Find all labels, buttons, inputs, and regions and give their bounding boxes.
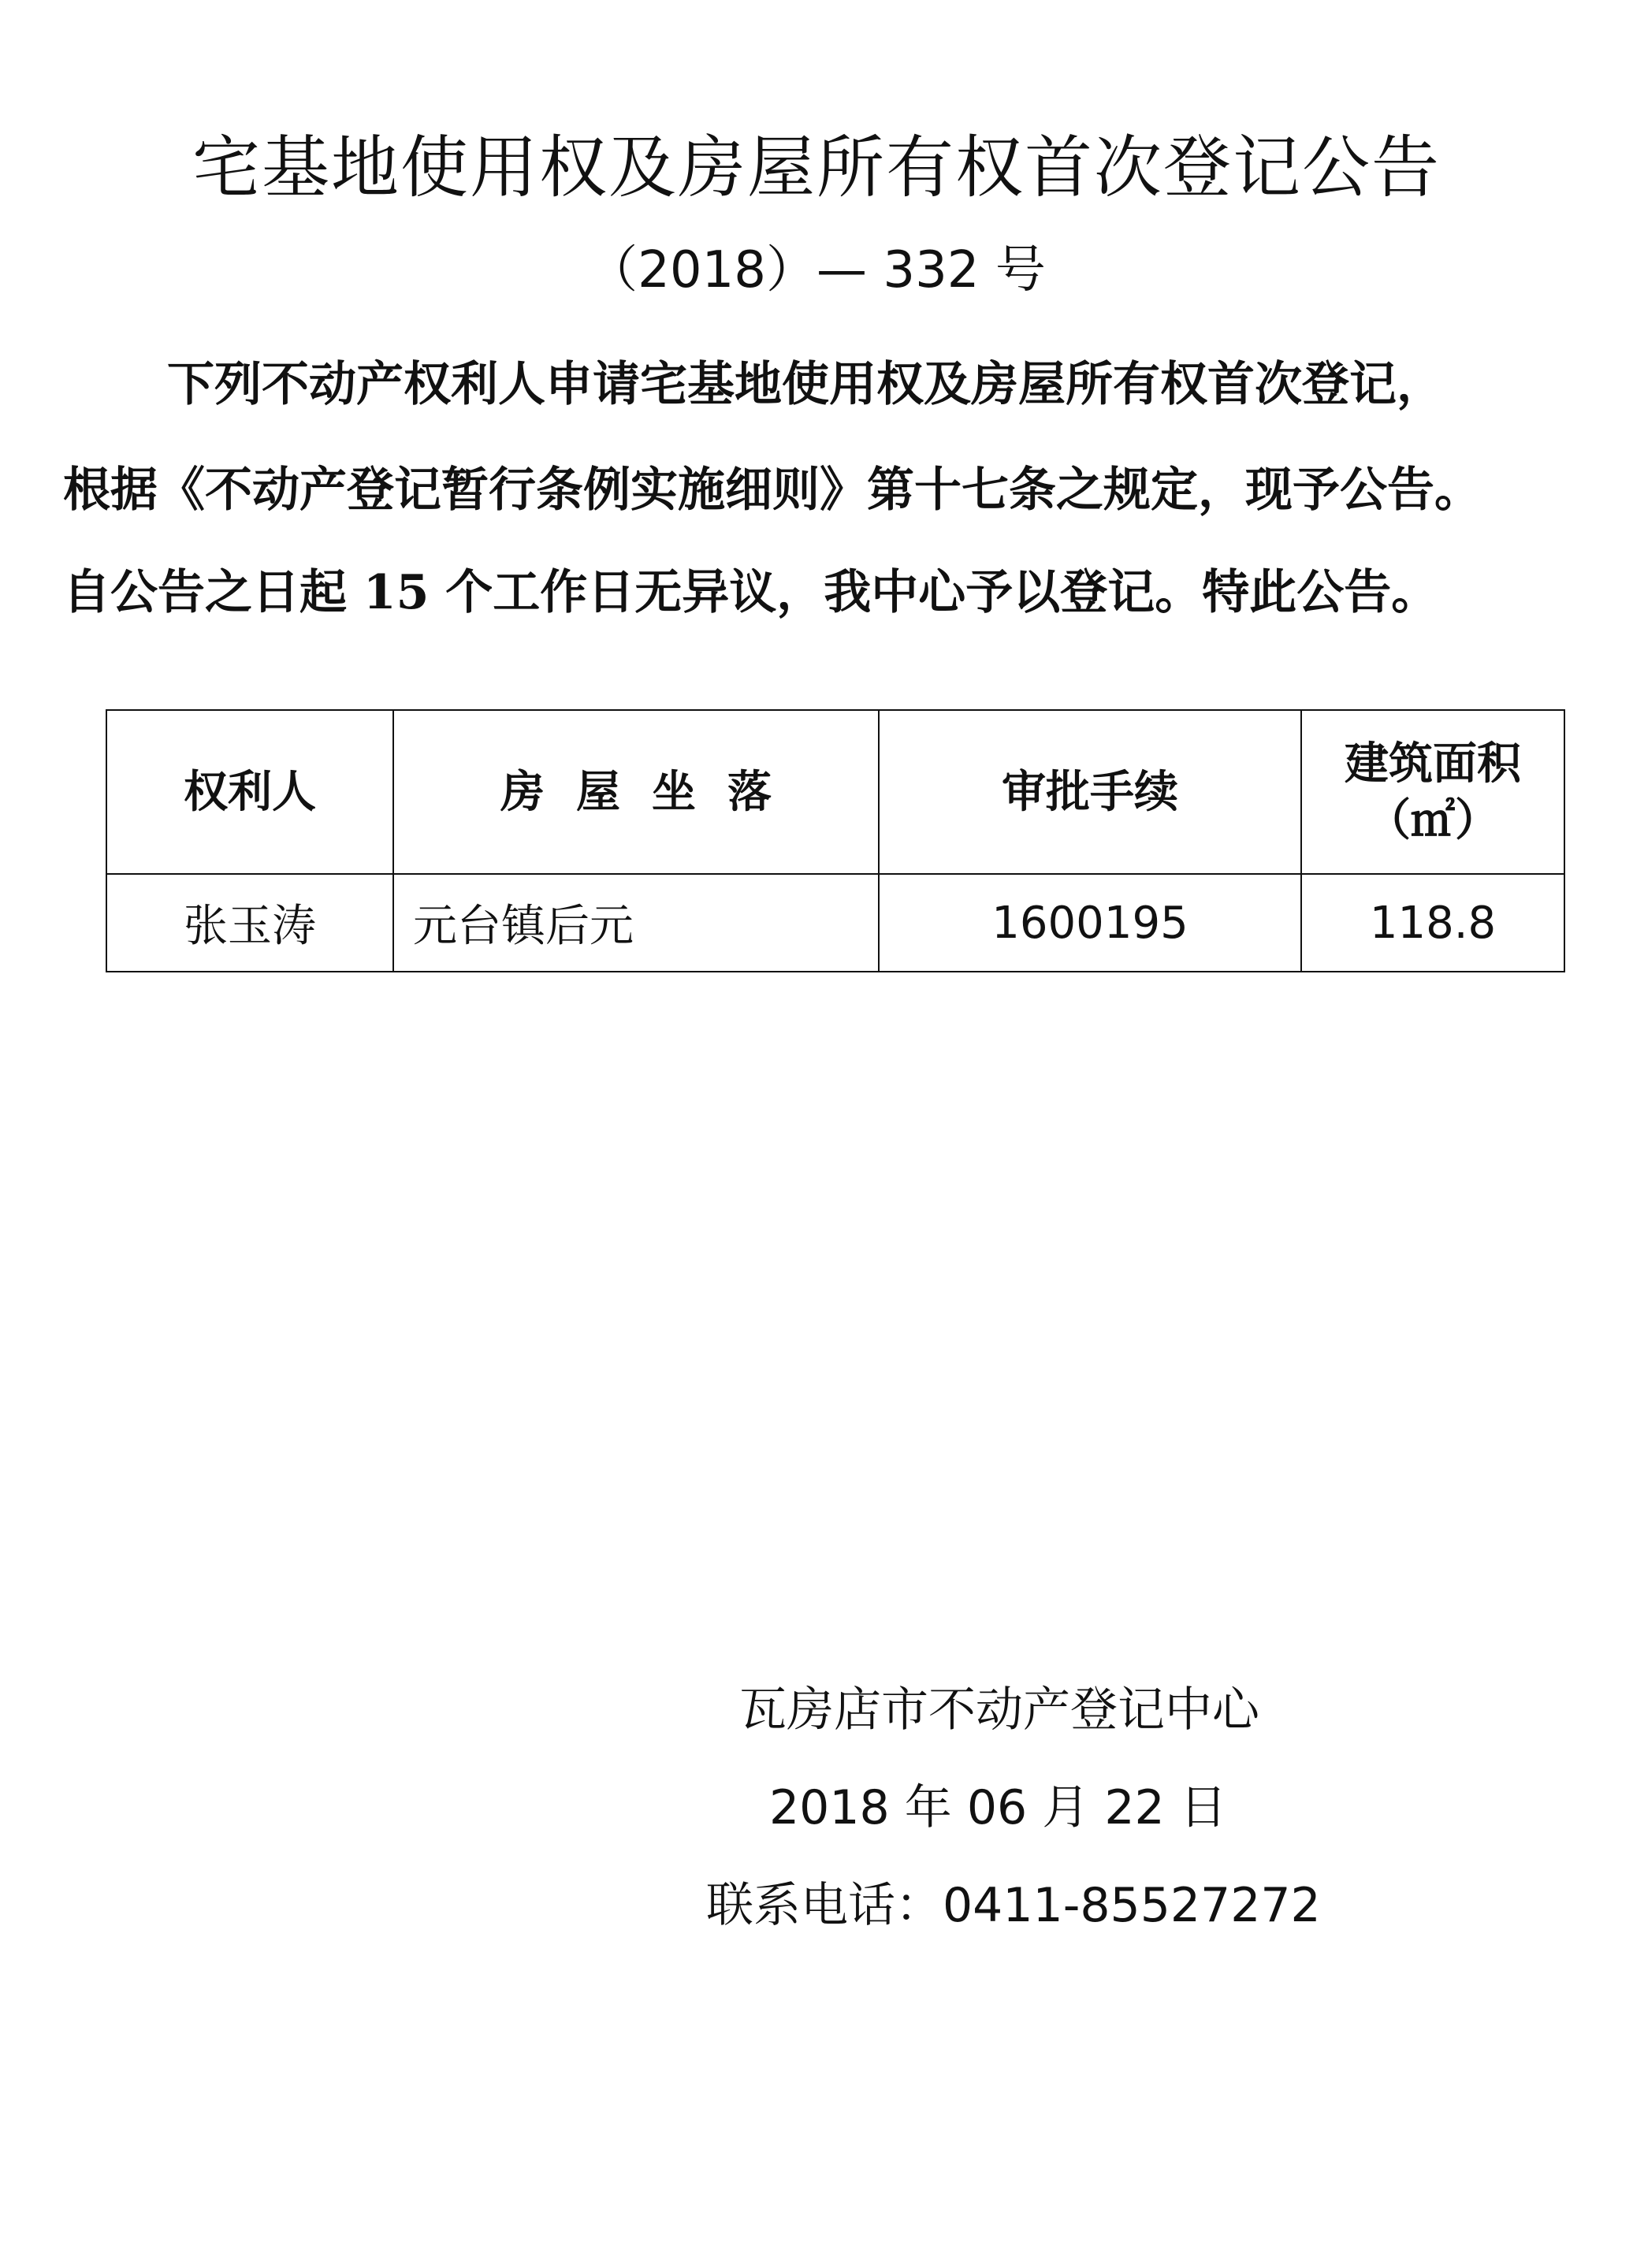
cell-holder: 张玉涛 [106,874,393,972]
registration-table-container [106,709,1565,972]
issue-date: 2018 年 06 月 22 日 [769,1780,1227,1835]
header-area-unit: （㎡） [1367,794,1499,846]
table-header-row [106,710,1564,874]
cell-location: 元台镇后元 [393,874,879,972]
header-area-label: 建筑面积 [1345,738,1521,790]
header-holder: 权利人 [106,710,393,874]
cell-area: 118.8 [1301,874,1564,972]
notice-paragraph-line-3: 自公告之日起 15 个工作日无异议，我中心予以登记。特此公告。 [63,565,1439,620]
header-approval: 审批手续 [879,710,1301,874]
issuing-organization: 瓦房店市不动产登记中心 [739,1682,1259,1738]
notice-title: 宅基地使用权及房屋所有权首次登记公告 [192,128,1441,207]
header-area [1301,710,1564,874]
notice-paragraph-line-2: 根据《不动产登记暂行条例实施细则》第十七条之规定，现予公告。 [63,463,1482,518]
cell-approval: 1600195 [879,874,1301,972]
notice-paragraph-line-1: 下列不动产权利人申请宅基地使用权及房屋所有权首次登记， [167,357,1444,412]
table-row [106,874,1564,972]
registration-table [106,709,1565,972]
header-location: 房屋坐落 [393,710,879,874]
document-number: （2018）— 332 号 [587,241,1046,299]
contact-phone: 联系电话：0411-85527272 [706,1878,1321,1933]
